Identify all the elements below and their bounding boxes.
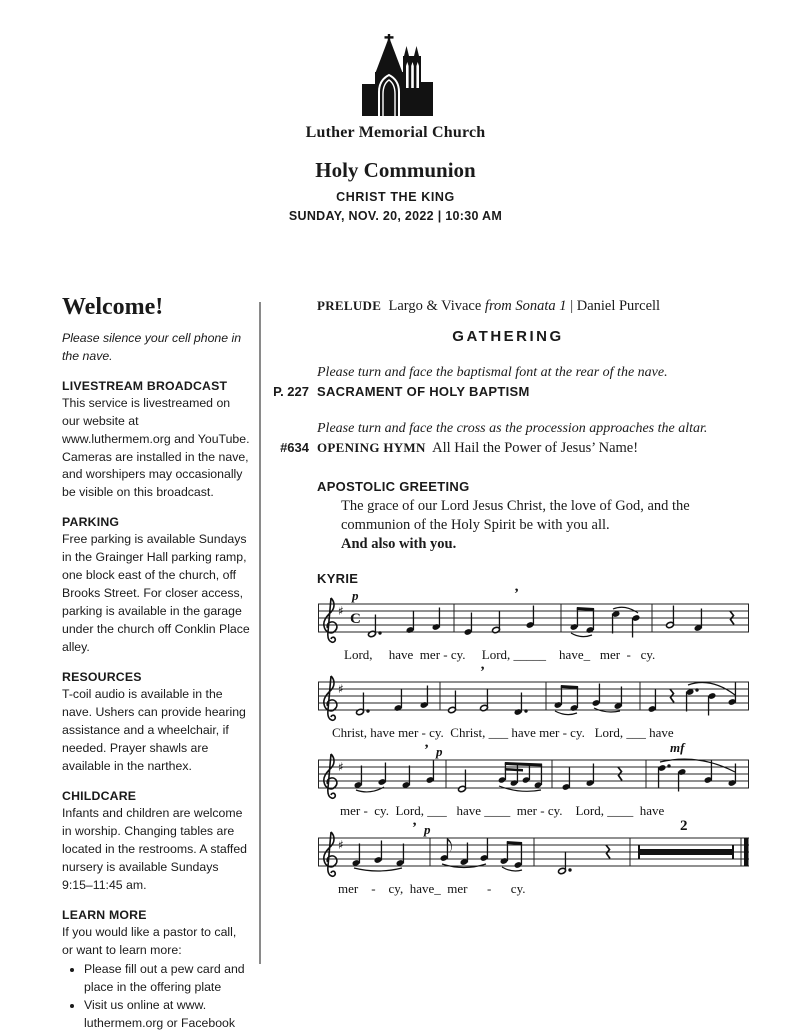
kyrie-staff-1 bbox=[318, 586, 750, 663]
column-divider bbox=[259, 302, 261, 964]
section-body: This service is livestreamed on our website at www.luthermem.org and YouTube. Cameras are installed in the nave, and worshipers may occasionally be visible on this broadcast. bbox=[62, 395, 250, 500]
prelude-line bbox=[317, 298, 751, 315]
hymn-number: #634 bbox=[280, 440, 309, 455]
dynamic-marking: p bbox=[352, 588, 359, 604]
service-datetime: SUNDAY, NOV. 20, 2022 | 10:30 AM bbox=[288, 209, 503, 223]
gathering-section-heading: GATHERING bbox=[452, 328, 564, 345]
dynamic-marking: mf bbox=[670, 740, 685, 756]
staff-lines bbox=[318, 594, 750, 646]
bullet-item: • Please fill out a pew card and place in the offering plate bbox=[84, 961, 250, 997]
section-heading: PARKING bbox=[62, 515, 120, 530]
sidebar-section-childcare bbox=[62, 789, 250, 895]
section-body: Infants and children are welcome in worship. Changing tables are located in the restrooms. A staffed nursery is available Sundays 9:15–11:45 am. bbox=[62, 805, 248, 892]
opening-hymn-title: All Hail the Power of Jesus’ Name! bbox=[432, 440, 639, 456]
sidebar-section-livestream bbox=[62, 379, 250, 503]
baptism-row bbox=[265, 384, 751, 399]
section-heading: CHILDCARE bbox=[62, 788, 137, 803]
prelude-composer: Daniel Purcell bbox=[576, 298, 661, 314]
baptism-page-ref: P. 227 bbox=[273, 384, 309, 399]
key-signature: ♯ bbox=[338, 682, 344, 697]
key-signature: ♯ bbox=[338, 838, 344, 853]
baptism-title: SACRAMENT OF HOLY BAPTISM bbox=[317, 384, 530, 399]
church-logo-icon bbox=[352, 34, 440, 116]
separator: | bbox=[570, 298, 574, 314]
opening-hymn-label: OPENING HYMN bbox=[317, 440, 426, 455]
bulletin-header bbox=[0, 34, 791, 223]
service-title: Holy Communion bbox=[315, 158, 476, 182]
opening-hymn-row bbox=[265, 440, 751, 457]
kyrie-lyrics-line-4: mer - cy, have_ mer - cy. bbox=[338, 881, 526, 897]
section-body: If you would like a pastor to call, or want to learn more: bbox=[62, 924, 237, 957]
procession-rubric: Please turn and face the cross as the procession approaches the altar. bbox=[317, 421, 708, 436]
bullet-item: • Visit us online at www. luthermem.org or Facebook bbox=[84, 997, 250, 1033]
section-heading: RESOURCES bbox=[62, 670, 142, 685]
feast-day: CHRIST THE KING bbox=[336, 190, 455, 204]
sidebar-section-parking bbox=[62, 515, 250, 657]
info-sidebar bbox=[62, 294, 250, 1033]
apostolic-greeting-response: And also with you. bbox=[341, 536, 457, 553]
breath-mark: ’ bbox=[514, 586, 519, 603]
staff-lines bbox=[318, 750, 750, 802]
prelude-source: from Sonata 1 bbox=[484, 298, 567, 314]
multirest-count: 2 bbox=[680, 818, 688, 835]
kyrie-lyrics-line-3: mer - cy. Lord, ___ have ____ mer - cy. Lord, ____ have bbox=[340, 803, 665, 819]
section-body: T-coil audio is available in the nave. Ushers can provide hearing assistance and a wheelchair, if needed. Prayer shawls are available in the narthex. bbox=[62, 687, 246, 773]
key-signature: ♯ bbox=[338, 604, 344, 619]
section-body: Free parking is available Sundays in the Grainger Hall parking ramp, one block east of the church, off Brooks Street. For closer access, parking is available in the garage under the church off Conklin Place alley. bbox=[62, 532, 250, 655]
learn-more-bullets bbox=[62, 961, 250, 1033]
order-of-worship bbox=[265, 298, 751, 906]
silence-note: Please silence your cell phone in the nave. bbox=[62, 331, 242, 363]
staff-lines bbox=[318, 828, 750, 880]
apostolic-greeting-text: The grace of our Lord Jesus Christ, the love of God, and the communion of the Holy Spirit be with you all. bbox=[341, 498, 690, 533]
welcome-heading: Welcome! bbox=[62, 294, 164, 320]
time-signature: C bbox=[350, 611, 361, 628]
breath-mark: ’ bbox=[424, 742, 429, 759]
kyrie-lyrics-line-1: Lord, have mer - cy. Lord, _____ have_ mer - cy. bbox=[344, 647, 656, 663]
church-name: Luther Memorial Church bbox=[305, 124, 486, 141]
section-heading: LEARN MORE bbox=[62, 907, 147, 922]
kyrie-staff-3 bbox=[318, 740, 750, 819]
kyrie-heading: KYRIE bbox=[317, 571, 359, 587]
kyrie-music-notation bbox=[318, 586, 751, 897]
apostolic-greeting-heading: APOSTOLIC GREETING bbox=[317, 479, 470, 494]
section-heading: LIVESTREAM BROADCAST bbox=[62, 378, 228, 393]
kyrie-staff-4 bbox=[318, 818, 750, 897]
kyrie-lyrics-line-2: Christ, have mer - cy. Christ, ___ have mer - cy. Lord, ___ have bbox=[332, 725, 674, 741]
staff-lines bbox=[318, 672, 750, 724]
sidebar-section-learn-more bbox=[62, 908, 250, 1033]
prelude-label: PRELUDE bbox=[317, 298, 382, 313]
baptism-rubric: Please turn and face the baptismal font at the rear of the nave. bbox=[317, 365, 668, 380]
key-signature: ♯ bbox=[338, 760, 344, 775]
breath-mark: ’ bbox=[412, 820, 417, 837]
dynamic-marking: p bbox=[436, 744, 443, 760]
dynamic-marking: p bbox=[424, 822, 431, 838]
sidebar-section-resources bbox=[62, 670, 250, 776]
opening-hymn-line bbox=[317, 440, 638, 457]
kyrie-staff-2 bbox=[318, 664, 750, 741]
prelude-piece: Largo & Vivace bbox=[388, 298, 482, 314]
breath-mark: ’ bbox=[480, 664, 485, 681]
